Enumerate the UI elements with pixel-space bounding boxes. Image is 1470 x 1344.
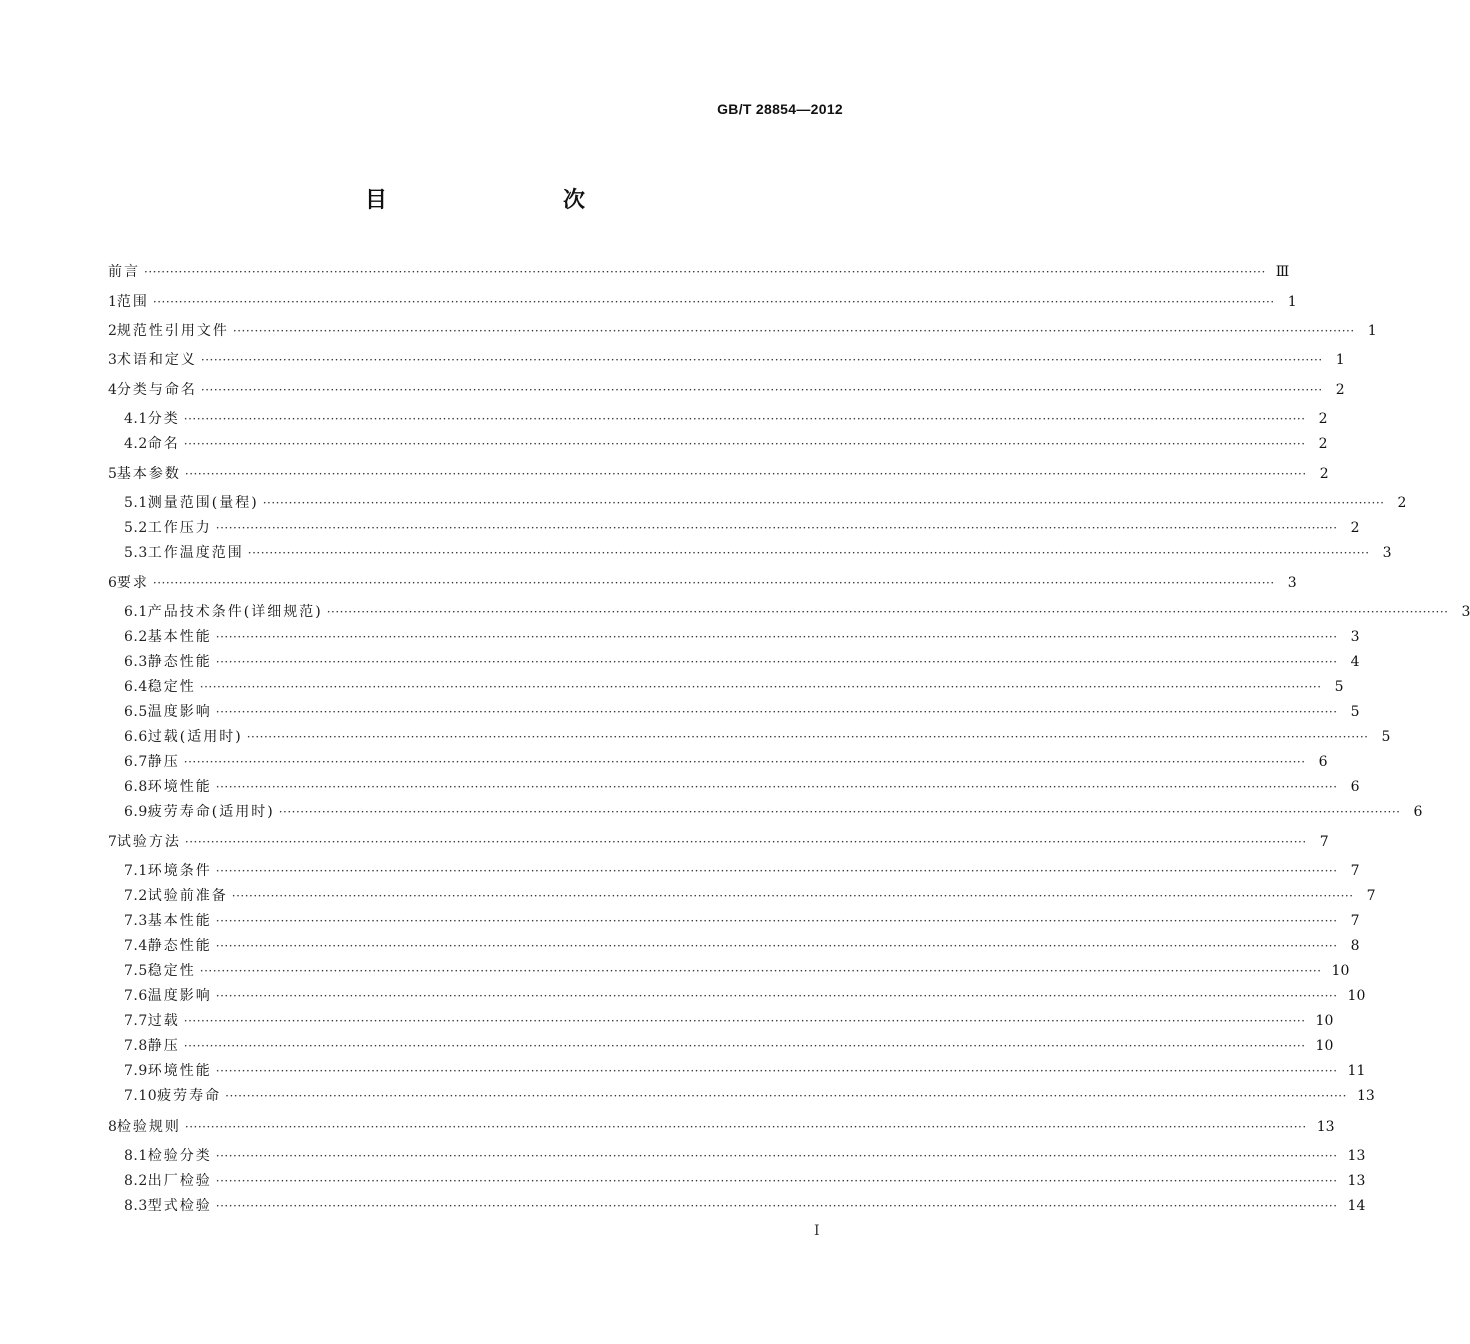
- toc-entry-page: 1: [1287, 294, 1297, 310]
- toc-entry[interactable]: [124, 434, 1328, 454]
- toc-entry-number: 8.3: [124, 1198, 148, 1214]
- dot-leader: ····································································································································································································································································: [215, 914, 1338, 928]
- toc-entry-label: 产品技术条件(详细规范): [147, 604, 323, 620]
- toc-entry-page: 10: [1315, 1038, 1334, 1054]
- toc-entry-number: 3: [108, 352, 117, 368]
- dot-leader: ····································································································································································································································································: [183, 437, 1306, 451]
- dot-leader: ····································································································································································································································································: [246, 730, 1369, 744]
- toc-entry-number: 5.1: [124, 495, 148, 511]
- toc-entry[interactable]: [124, 627, 1360, 647]
- dot-leader: ····································································································································································································································································: [184, 1120, 1307, 1134]
- toc-entry[interactable]: [124, 493, 1407, 513]
- toc-entry[interactable]: [124, 702, 1360, 722]
- toc-entry-label: 环境条件: [147, 863, 212, 879]
- toc-entry[interactable]: [108, 292, 1297, 312]
- toc-entry[interactable]: [124, 1036, 1334, 1056]
- toc-entry-number: 8: [108, 1119, 117, 1135]
- toc-entry-page: 11: [1347, 1063, 1366, 1079]
- toc-entry-page: 13: [1347, 1148, 1366, 1164]
- toc-entry-label: 基本参数: [116, 466, 181, 482]
- toc-entry-page: 14: [1347, 1198, 1366, 1214]
- dot-leader: ····································································································································································································································································: [215, 1174, 1338, 1188]
- toc-entry-number: 6.6: [124, 729, 148, 745]
- toc-entry-page: 3: [1461, 604, 1470, 620]
- toc-entry-page: 10: [1331, 963, 1350, 979]
- toc-entry-label: 要求: [116, 575, 149, 591]
- toc-entry-page: 2: [1319, 466, 1329, 482]
- toc-entry[interactable]: [108, 573, 1297, 593]
- toc-entry-page: 8: [1350, 938, 1360, 954]
- page-number: I: [814, 1223, 820, 1239]
- toc-entry-label: 基本性能: [147, 913, 212, 929]
- toc-entry-page: 1: [1335, 352, 1345, 368]
- toc-entry-label: 术语和定义: [116, 352, 197, 368]
- toc-entry[interactable]: [124, 1146, 1366, 1166]
- dot-leader: ····································································································································································································································································: [215, 939, 1338, 953]
- toc-entry-label: 前言: [108, 264, 140, 280]
- toc-entry-page: 5: [1381, 729, 1391, 745]
- toc-entry[interactable]: [124, 652, 1360, 672]
- toc-entry[interactable]: [108, 832, 1329, 852]
- toc-entry-label: 工作压力: [147, 520, 212, 536]
- toc-entry[interactable]: [124, 752, 1328, 772]
- toc-entry-label: 环境性能: [147, 779, 212, 795]
- dot-leader: ····································································································································································································································································: [183, 1039, 1306, 1053]
- dot-leader: ····································································································································································································································································: [152, 295, 1275, 309]
- dot-leader: ····································································································································································································································································: [183, 1014, 1306, 1028]
- toc-entry-number: 5.3: [124, 545, 148, 561]
- toc-entry[interactable]: [124, 861, 1360, 881]
- toc-entry-label: 疲劳寿命: [157, 1088, 222, 1104]
- toc-entry[interactable]: [124, 1196, 1366, 1216]
- toc-entry[interactable]: [124, 911, 1360, 931]
- toc-entry-page: 7: [1366, 888, 1376, 904]
- toc-entry-page: 6: [1413, 804, 1423, 820]
- toc-entry-number: 7.2: [124, 888, 148, 904]
- dot-leader: ····································································································································································································································································: [215, 780, 1338, 794]
- dot-leader: ····································································································································································································································································: [184, 835, 1307, 849]
- toc-entry-number: 6.1: [124, 604, 148, 620]
- dot-leader: ····································································································································································································································································: [215, 1064, 1338, 1078]
- toc-entry-page: 3: [1382, 545, 1392, 561]
- toc-entry-page: 2: [1350, 520, 1360, 536]
- dot-leader: ····································································································································································································································································: [200, 353, 1323, 367]
- toc-entry-number: 4.2: [124, 436, 148, 452]
- toc-entry-number: 6.4: [124, 679, 148, 695]
- dot-leader: ····································································································································································································································································: [200, 383, 1323, 397]
- toc-entry[interactable]: [124, 1011, 1334, 1031]
- toc-entry[interactable]: [124, 1171, 1366, 1191]
- dot-leader: ····································································································································································································································································: [247, 546, 1370, 560]
- toc-entry-label: 规范性引用文件: [116, 323, 229, 339]
- page-title: 目 次: [364, 188, 629, 213]
- toc-entry-number: 7.1: [124, 863, 148, 879]
- dot-leader: ····································································································································································································································································: [215, 705, 1338, 719]
- toc-entry-label: 分类与命名: [116, 382, 197, 398]
- toc-entry-label: 过载(适用时): [147, 729, 243, 745]
- toc-entry-label: 静态性能: [147, 654, 212, 670]
- dot-leader: ····································································································································································································································································: [215, 1199, 1338, 1213]
- toc-entry-number: 7.6: [124, 988, 148, 1004]
- toc-entry-label: 温度影响: [147, 704, 212, 720]
- toc-entry-number: 7.7: [124, 1013, 148, 1029]
- toc-entry[interactable]: [108, 1117, 1335, 1137]
- dot-leader: ····································································································································································································································································: [225, 1089, 1347, 1103]
- toc-entry-page: 13: [1316, 1119, 1335, 1135]
- toc-entry-number: 4: [108, 382, 117, 398]
- toc-entry-label: 稳定性: [147, 963, 196, 979]
- toc-entry[interactable]: [124, 602, 1470, 622]
- toc-entry-label: 出厂检验: [147, 1173, 212, 1189]
- toc-entry-number: 7.9: [124, 1063, 148, 1079]
- dot-leader: ····································································································································································································································································: [278, 805, 1401, 819]
- toc-entry-number: 6.5: [124, 704, 148, 720]
- toc-entry-number: 6.9: [124, 804, 148, 820]
- dot-leader: ····································································································································································································································································: [215, 630, 1338, 644]
- toc-entry-number: 7: [108, 834, 117, 850]
- toc-entry-number: 7.3: [124, 913, 148, 929]
- dot-leader: ····································································································································································································································································: [215, 864, 1338, 878]
- dot-leader: ····································································································································································································································································: [152, 576, 1275, 590]
- toc-entry-label: 检验规则: [116, 1119, 181, 1135]
- toc-entry-page: 1: [1367, 323, 1377, 339]
- toc-entry[interactable]: [108, 321, 1377, 341]
- toc-entry[interactable]: [124, 777, 1360, 797]
- toc-entry-page: 5: [1350, 704, 1360, 720]
- toc-entry-page: 10: [1315, 1013, 1334, 1029]
- toc-entry-label: 稳定性: [147, 679, 196, 695]
- toc-entry-page: 6: [1318, 754, 1328, 770]
- toc-entry-number: 7.5: [124, 963, 148, 979]
- dot-leader: ····································································································································································································································································: [215, 1149, 1338, 1163]
- toc-entry[interactable]: [124, 518, 1360, 538]
- toc-entry[interactable]: [124, 543, 1392, 563]
- toc-entry-page: 7: [1350, 913, 1360, 929]
- toc-entry-label: 静压: [147, 1038, 180, 1054]
- toc-entry-label: 疲劳寿命(适用时): [147, 804, 275, 820]
- toc-entry-page: 2: [1318, 411, 1328, 427]
- toc-entry[interactable]: [108, 350, 1345, 370]
- toc-entry-page: 10: [1347, 988, 1366, 1004]
- toc-entry-number: 8.1: [124, 1148, 148, 1164]
- toc-entry-number: 5.2: [124, 520, 148, 536]
- toc-entry-page: 3: [1287, 575, 1297, 591]
- toc-entry-page: 13: [1347, 1173, 1366, 1189]
- dot-leader: ····································································································································································································································································: [199, 680, 1322, 694]
- toc-entry-label: 测量范围(量程): [147, 495, 259, 511]
- toc-entry[interactable]: [124, 802, 1423, 822]
- toc-entry-label: 基本性能: [147, 629, 212, 645]
- toc-entry-number: 6: [108, 575, 117, 591]
- dot-leader: ····································································································································································································································································: [184, 467, 1307, 481]
- toc-entry-label: 工作温度范围: [147, 545, 244, 561]
- toc-entry-number: 1: [108, 294, 117, 310]
- dot-leader: ····································································································································································································································································: [183, 755, 1306, 769]
- toc-entry-page: 13: [1356, 1088, 1375, 1104]
- toc-entry[interactable]: [124, 961, 1350, 981]
- toc-entry-number: 2: [108, 323, 117, 339]
- standard-code: GB/T 28854—2012: [717, 101, 843, 117]
- toc-entry-label: 静压: [147, 754, 180, 770]
- toc-entry-page: 2: [1318, 436, 1328, 452]
- toc-entry-label: 检验分类: [147, 1148, 212, 1164]
- toc-entry[interactable]: [124, 886, 1376, 906]
- toc-entry-number: 6.2: [124, 629, 148, 645]
- toc-entry-number: 7.4: [124, 938, 148, 954]
- toc-entry-page: 5: [1334, 679, 1344, 695]
- toc-entry-label: 范围: [116, 294, 149, 310]
- toc-entry[interactable]: [124, 1061, 1366, 1081]
- toc-entry-number: 5: [108, 466, 117, 482]
- toc-entry[interactable]: [124, 727, 1391, 747]
- toc-entry-label: 环境性能: [147, 1063, 212, 1079]
- toc-entry-page: 2: [1335, 382, 1345, 398]
- toc-entry-number: 6.3: [124, 654, 148, 670]
- toc-entry-number: 8.2: [124, 1173, 148, 1189]
- toc-entry-label: 命名: [147, 436, 180, 452]
- toc-entry-label: 型式检验: [147, 1198, 212, 1214]
- dot-leader: ····································································································································································································································································: [231, 889, 1354, 903]
- toc-entry-number: 4.1: [124, 411, 148, 427]
- dot-leader: ····································································································································································································································································: [183, 412, 1306, 426]
- toc-entry[interactable]: [124, 677, 1344, 697]
- toc-entry[interactable]: [108, 380, 1345, 400]
- toc-entry[interactable]: [124, 936, 1360, 956]
- toc-entry[interactable]: [124, 986, 1366, 1006]
- toc-entry-label: 试验前准备: [147, 888, 228, 904]
- toc-entry-number: 7.8: [124, 1038, 148, 1054]
- toc-entry-label: 分类: [147, 411, 180, 427]
- dot-leader: ····································································································································································································································································: [199, 964, 1322, 978]
- dot-leader: ····································································································································································································································································: [215, 655, 1338, 669]
- toc-entry-number: 6.8: [124, 779, 148, 795]
- toc-entry-page: 7: [1319, 834, 1329, 850]
- toc-entry[interactable]: [108, 464, 1329, 484]
- toc-entry-label: 试验方法: [116, 834, 181, 850]
- toc-entry-label: 温度影响: [147, 988, 212, 1004]
- toc-entry[interactable]: [108, 262, 1290, 282]
- dot-leader: ····································································································································································································································································: [326, 605, 1449, 619]
- toc-entry[interactable]: [124, 409, 1328, 429]
- toc-entry-number: 7.10: [124, 1088, 158, 1104]
- dot-leader: ····································································································································································································································································: [144, 265, 1266, 279]
- toc-entry-number: 6.7: [124, 754, 148, 770]
- dot-leader: ····································································································································································································································································: [215, 989, 1338, 1003]
- toc-entry-page: 2: [1397, 495, 1407, 511]
- dot-leader: ····································································································································································································································································: [215, 521, 1338, 535]
- toc-entry[interactable]: [124, 1086, 1375, 1106]
- toc-entry-page: Ⅲ: [1275, 264, 1290, 280]
- dot-leader: ····································································································································································································································································: [232, 324, 1355, 338]
- toc-entry-page: 7: [1350, 863, 1360, 879]
- toc-entry-label: 静态性能: [147, 938, 212, 954]
- toc-entry-page: 6: [1350, 779, 1360, 795]
- toc-entry-page: 3: [1350, 629, 1360, 645]
- toc-entry-label: 过载: [147, 1013, 180, 1029]
- dot-leader: ····································································································································································································································································: [262, 496, 1385, 510]
- toc-entry-page: 4: [1350, 654, 1360, 670]
